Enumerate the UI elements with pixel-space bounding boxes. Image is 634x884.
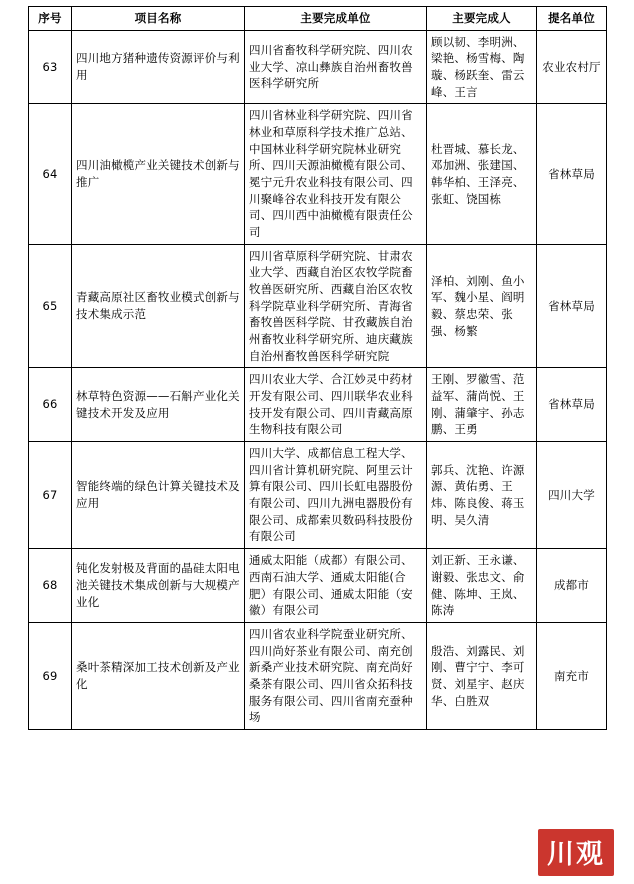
column-header-units: 主要完成单位 bbox=[245, 7, 427, 31]
cell-project: 钝化发射极及背面的晶硅太阳电池关键技术集成创新与大规模产业化 bbox=[72, 549, 245, 623]
cell-seq: 65 bbox=[29, 244, 72, 368]
cell-seq: 68 bbox=[29, 549, 72, 623]
cell-units: 通威太阳能（成都）有限公司、西南石油大学、通威太阳能(合肥）有限公司、通威太阳能（安徽）有限公司 bbox=[245, 549, 427, 623]
cell-people: 王刚、罗徽雪、范益军、蒲尚悦、王刚、蒲肇宇、孙志鹏、王勇 bbox=[427, 368, 537, 442]
cell-units: 四川省林业科学研究院、四川省林业和草原科学技术推广总站、中国林业科学研究院林业研究所、四川天源油橄榄有限公司、冕宁元升农业科技有限公司、四川聚峰谷农业科技开发有限公司、四川西中油橄榄有限责任公司 bbox=[245, 104, 427, 244]
cell-seq: 63 bbox=[29, 30, 72, 104]
cell-seq: 66 bbox=[29, 368, 72, 442]
table-header-row bbox=[29, 7, 607, 31]
cell-nominator: 省林草局 bbox=[537, 244, 607, 368]
table-row bbox=[29, 30, 607, 104]
cell-nominator: 南充市 bbox=[537, 622, 607, 729]
table-row bbox=[29, 622, 607, 729]
column-header-nominator: 提名单位 bbox=[537, 7, 607, 31]
cell-project: 四川地方猪种遗传资源评价与利用 bbox=[72, 30, 245, 104]
cell-people: 杜晋城、慕长龙、邓加洲、张建国、韩华柏、王泽亮、张虹、饶国栋 bbox=[427, 104, 537, 244]
cell-nominator: 成都市 bbox=[537, 549, 607, 623]
table-body bbox=[29, 30, 607, 729]
cell-seq: 67 bbox=[29, 442, 72, 549]
cell-people: 殷浩、刘露民、刘刚、曹宁宁、李可贤、刘星宇、赵庆华、白胜双 bbox=[427, 622, 537, 729]
cell-units: 四川省畜牧科学研究院、四川农业大学、凉山彝族自治州畜牧兽医科学研究所 bbox=[245, 30, 427, 104]
cell-nominator: 四川大学 bbox=[537, 442, 607, 549]
table-row bbox=[29, 549, 607, 623]
award-table-container bbox=[28, 6, 606, 730]
cell-units: 四川省草原科学研究院、甘肃农业大学、西藏自治区农牧学院畜牧兽医研究所、西藏自治区农牧科学院草业科学研究所、青海省畜牧兽医科学院、甘孜藏族自治州畜牧业科学研究所、迪庆藏族自治州畜牧兽医科学研究院 bbox=[245, 244, 427, 368]
cell-nominator: 农业农村厅 bbox=[537, 30, 607, 104]
cell-project: 四川油橄榄产业关键技术创新与推广 bbox=[72, 104, 245, 244]
cell-project: 青藏高原社区畜牧业模式创新与技术集成示范 bbox=[72, 244, 245, 368]
watermark-label: 川观 bbox=[538, 829, 614, 876]
cell-project: 桑叶茶精深加工技术创新及产业化 bbox=[72, 622, 245, 729]
cell-project: 林草特色资源——石斛产业化关键技术开发及应用 bbox=[72, 368, 245, 442]
cell-people: 郭兵、沈艳、许源源、黄佑勇、王炜、陈良俊、蒋玉明、吴久清 bbox=[427, 442, 537, 549]
watermark bbox=[528, 826, 624, 878]
cell-units: 四川大学、成都信息工程大学、四川省计算机研究院、阿里云计算有限公司、四川长虹电器股份有限公司、四川九洲电器股份有限公司、成都索贝数码科技股份有限公司 bbox=[245, 442, 427, 549]
column-header-project: 项目名称 bbox=[72, 7, 245, 31]
cell-people: 泽柏、刘刚、鱼小军、魏小星、阎明毅、蔡忠荣、张强、杨繁 bbox=[427, 244, 537, 368]
cell-units: 四川农业大学、合江妙灵中药材开发有限公司、四川联华农业科技开发有限公司、四川青藏高原生物科技有限公司 bbox=[245, 368, 427, 442]
cell-nominator: 省林草局 bbox=[537, 104, 607, 244]
table-header bbox=[29, 7, 607, 31]
table-row bbox=[29, 368, 607, 442]
cell-seq: 69 bbox=[29, 622, 72, 729]
cell-project: 智能终端的绿色计算关键技术及应用 bbox=[72, 442, 245, 549]
cell-seq: 64 bbox=[29, 104, 72, 244]
table-row bbox=[29, 442, 607, 549]
award-table bbox=[28, 6, 607, 730]
cell-nominator: 省林草局 bbox=[537, 368, 607, 442]
table-row bbox=[29, 244, 607, 368]
column-header-people: 主要完成人 bbox=[427, 7, 537, 31]
cell-units: 四川省农业科学院蚕业研究所、四川尚好茶业有限公司、南充创新桑产业技术研究院、南充尚好桑茶有限公司、四川省众拓科技服务有限公司、四川省南充蚕种场 bbox=[245, 622, 427, 729]
column-header-seq: 序号 bbox=[29, 7, 72, 31]
cell-people: 刘正新、王永谦、谢毅、张忠文、俞健、陈坤、王岚、陈涛 bbox=[427, 549, 537, 623]
cell-people: 顾以韧、李明洲、梁艳、杨雪梅、陶璇、杨跃奎、雷云峰、王言 bbox=[427, 30, 537, 104]
table-row bbox=[29, 104, 607, 244]
